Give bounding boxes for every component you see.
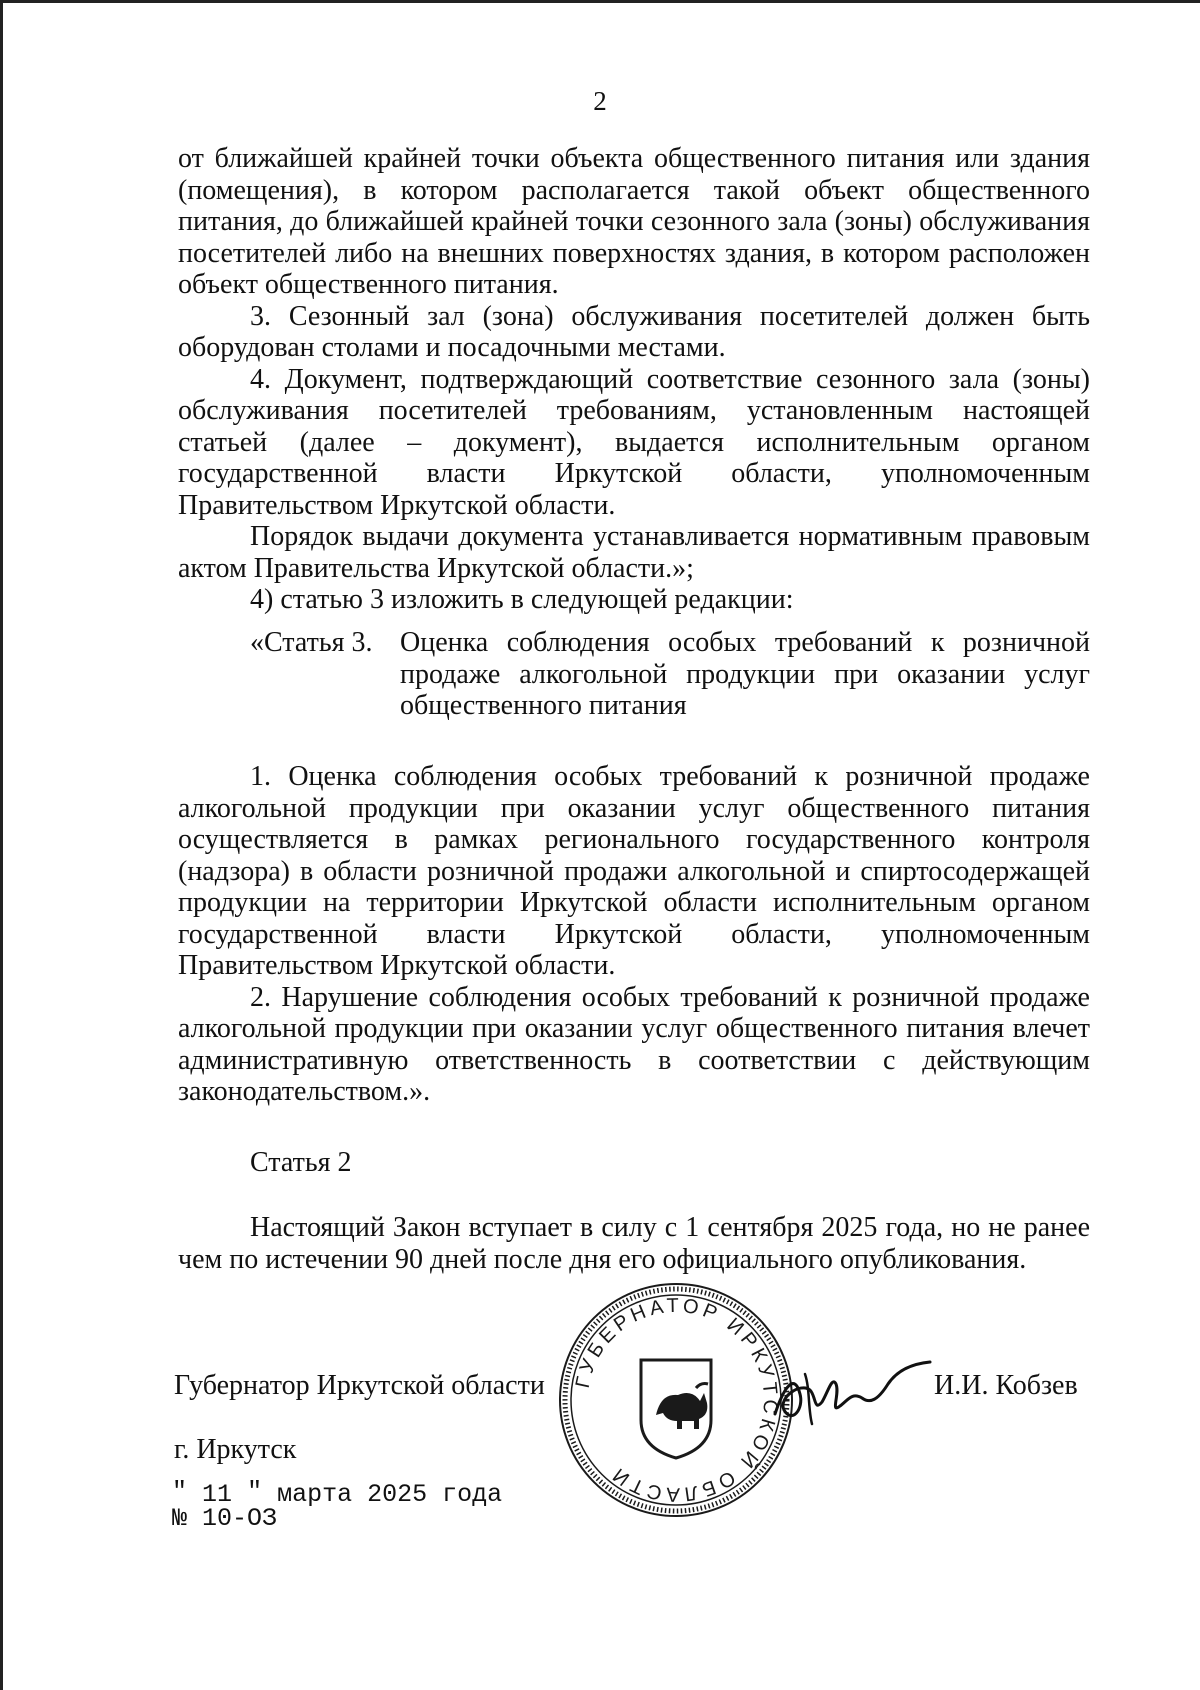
body-text-block xyxy=(178,143,1090,616)
article-3-title: Оценка соблюдения особых требований к розничной продаже алкогольной продукции при оказании услуг общественного питания xyxy=(400,627,1090,721)
signer-position: Губернатор Иркутской области xyxy=(174,1370,545,1401)
page-number: 2 xyxy=(593,86,607,116)
seal-ring-text: ГУБЕРНАТОР ИРКУТСКОЙ ОБЛАСТИ xyxy=(571,1294,782,1506)
date-day: 11 xyxy=(202,1480,233,1509)
date-quote-open: " xyxy=(172,1477,188,1506)
seal-animal-figure xyxy=(656,1393,707,1429)
article-3-item-2: 2. Нарушение соблюдения особых требований к розничной продаже алкогольной продукции при оказании услуг общественного питания влечет административную ответственность в соответствии с действующим законодательством.». xyxy=(178,981,1090,1107)
date-quote-close: " xyxy=(247,1477,263,1506)
paragraph-procedure: Порядок выдачи документа устанавливается нормативным правовым актом Правительства Иркутской области.»; xyxy=(178,521,1090,584)
article-3-item-1: 1. Оценка соблюдения особых требований к розничной продаже алкогольной продукции при оказании услуг общественного питания осуществляется в рамках регионального государственного контроля (надзора) в области розничной продажи алкогольной и спиртосодержащей продукции на территории Иркутской области исполнительным органом государственной власти Иркутской области, уполномоченным Правительством Иркутской области. xyxy=(178,761,1090,981)
paragraph-amendment-4: 4) статью 3 изложить в следующей редакции: xyxy=(250,584,794,615)
paragraph-item-4: 4. Документ, подтверждающий соответствие сезонного зала (зоны) обслуживания посетителей требованиям, установленным настоящей статьей (далее – документ), выдается исполнительным органом государственной власти Иркутской области, уполномоченным Правительством Иркутской области. xyxy=(178,363,1090,521)
article-2-text: Настоящий Закон вступает в силу с 1 сентября 2025 года, но не ранее чем по истечении 90 дней после дня его официального опубликования. xyxy=(178,1212,1090,1275)
official-seal xyxy=(556,1280,796,1520)
paragraph-continuation: от ближайшей крайней точки объекта общественного питания или здания (помещения), в котором располагается такой объект общественного питания, до ближайшей крайней точки сезонного зала (зоны) обслуживания посетителей либо на внешних поверхностях здания, в котором расположен объект общественного питания. xyxy=(178,143,1090,300)
signer-name: И.И. Кобзев xyxy=(934,1370,1078,1401)
article-2-heading-block xyxy=(178,1147,1090,1179)
date-month-year: марта 2025 года xyxy=(277,1480,503,1509)
scan-edge-top xyxy=(0,0,1200,3)
article-3-heading xyxy=(250,627,1090,722)
scan-edge-left xyxy=(0,0,3,1690)
city: г. Иркутск xyxy=(174,1434,297,1465)
article-2-body xyxy=(178,1212,1090,1275)
seal-coat-of-arms xyxy=(641,1360,711,1458)
handwritten-signature xyxy=(770,1354,940,1434)
article-3-label: «Статья 3. xyxy=(250,627,373,658)
article-2-heading: Статья 2 xyxy=(250,1147,352,1178)
article-3-body xyxy=(178,761,1090,1108)
paragraph-item-3: 3. Сезонный зал (зона) обслуживания посетителей должен быть оборудован столами и посадочными местами. xyxy=(178,300,1090,363)
law-number: № 10-ОЗ xyxy=(172,1504,278,1533)
